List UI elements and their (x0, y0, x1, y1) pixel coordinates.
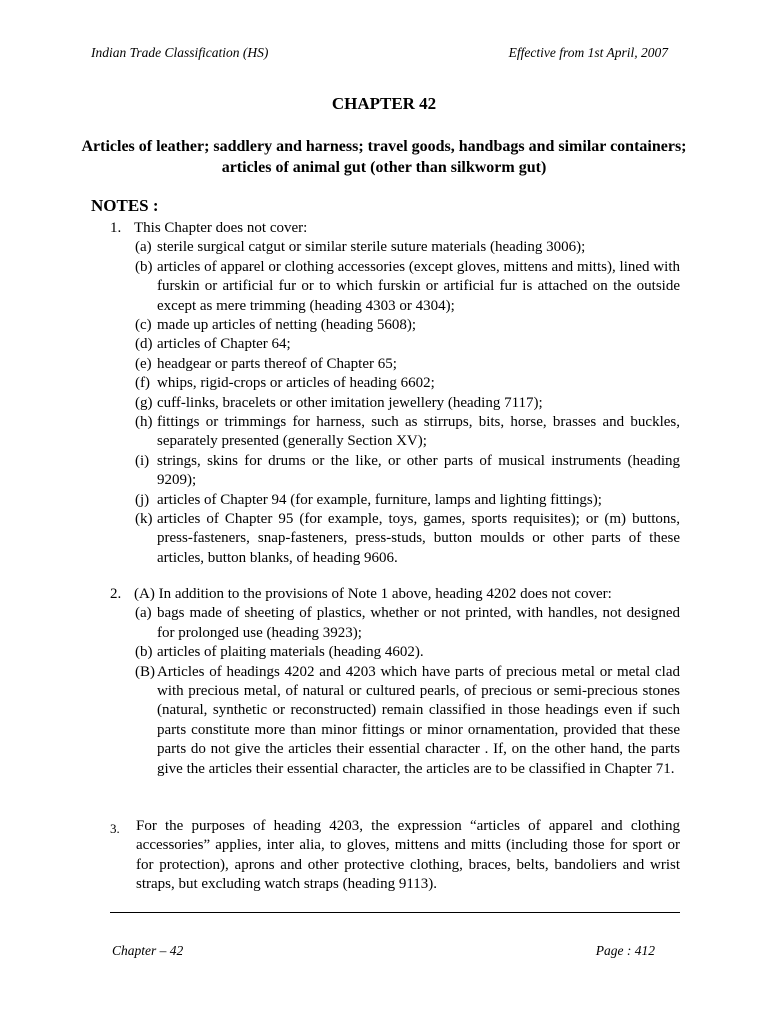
item-label: (a) (135, 605, 152, 622)
list-item (110, 510, 680, 568)
item-label: (k) (135, 511, 153, 528)
list-item (110, 413, 680, 452)
notes-heading: NOTES : (91, 196, 159, 215)
list-item (110, 452, 680, 491)
item-label: (B) (135, 663, 155, 680)
item-label: (j) (135, 491, 150, 508)
list-item (110, 258, 680, 316)
note-3-text: For the purposes of heading 4203, the expression “articles of apparel and clothing accessories” applies, inter alia, to gloves, mittens and mitts (including those for sport or for protection), aprons and other protective clothing, braces, belts, bandoliers and wrist straps, but excluding watch straps (heading 9113). (136, 818, 680, 893)
item-text: bags made of sheeting of plastics, whether or not printed, with handles, not designed for prolonged use (heading 3923); (157, 605, 680, 641)
item-label: (h) (135, 414, 153, 431)
running-header-left: Indian Trade Classification (HS) (91, 45, 269, 60)
item-text: cuff-links, bracelets or other imitation jewellery (heading 7117); (157, 394, 543, 411)
item-text: articles of Chapter 64; (157, 336, 291, 353)
item-text: fittings or trimmings for harness, such as stirrups, bits, horse, brasses and buckles, separately presented (generally Section XV); (157, 414, 680, 450)
note-1-list (110, 238, 680, 568)
chapter-subtitle: Articles of leather; saddlery and harness; travel goods, handbags and similar containers; articles of animal gut (other than silkworm gut) (81, 138, 687, 176)
item-text: strings, skins for drums or the like, or other parts of musical instruments (heading 9209); (157, 452, 680, 489)
running-header-right: Effective from 1st April, 2007 (508, 45, 668, 60)
note-intro: (A) In addition to the provisions of Note 1 above, heading 4202 does not cover: (134, 586, 612, 602)
note-2-list (110, 604, 680, 779)
item-text: articles of Chapter 94 (for example, furniture, lamps and lighting fittings); (157, 491, 602, 508)
item-text: Articles of headings 4202 and 4203 which have parts of precious metal or metal clad with precious metal, of natural or cultured pearls, of precious or semi-precious stones (natural, synthetic or reconstructed) remain classified in those headings even if such parts constitute more than minor fittings or minor ornamentation, provided that these parts do not give the articles their essential character . If, on the other hand, the parts give the articles their essential character, the articles are to be classified in Chapter 71. (157, 663, 680, 777)
item-label: (b) (135, 644, 153, 661)
list-item (110, 604, 680, 643)
item-text: made up articles of netting (heading 5608); (157, 317, 417, 334)
list-item (110, 316, 680, 335)
item-label: (f) (135, 375, 150, 392)
footer-divider (110, 912, 680, 913)
item-label: (a) (135, 239, 152, 256)
item-label: (e) (135, 355, 152, 372)
item-text: articles of Chapter 95 (for example, toys, games, sports requisites); or (m) buttons, press-fasteners, snap-fasteners, press-studs, button moulds or other parts of these articles, button blanks, of heading 9606. (157, 511, 680, 566)
list-item (110, 491, 680, 510)
list-item (110, 663, 680, 779)
item-text: articles of apparel or clothing accessories (except gloves, mittens and mitts), lined with furskin or artificial fur or to which furskin or artificial fur is attached on the outside except as mere trimming (heading 4303 or 4304); (157, 258, 680, 314)
item-label: (g) (135, 394, 153, 411)
item-text: whips, rigid-crops or articles of heading 6602; (157, 375, 435, 392)
item-label: (b) (135, 258, 153, 275)
list-item (110, 374, 680, 393)
item-text: headgear or parts thereof of Chapter 65; (157, 355, 397, 372)
list-item (110, 643, 680, 662)
list-item (110, 335, 680, 354)
item-label: (d) (135, 336, 153, 353)
item-text: sterile surgical catgut or similar sterile suture materials (heading 3006); (157, 239, 586, 256)
item-text: articles of plaiting materials (heading 4602). (157, 644, 424, 661)
note-number: 3. (110, 821, 120, 836)
note-number: 1. (110, 220, 122, 236)
chapter-title: CHAPTER 42 (331, 94, 437, 113)
list-item (110, 394, 680, 413)
list-item (110, 238, 680, 257)
item-label: (c) (135, 317, 152, 334)
note-number: 2. (110, 586, 122, 602)
footer-page-number: Page : 412 (595, 943, 655, 958)
footer-chapter: Chapter – 42 (112, 943, 184, 958)
note-intro: This Chapter does not cover: (134, 220, 308, 236)
item-label: (i) (135, 452, 150, 469)
list-item (110, 355, 680, 374)
